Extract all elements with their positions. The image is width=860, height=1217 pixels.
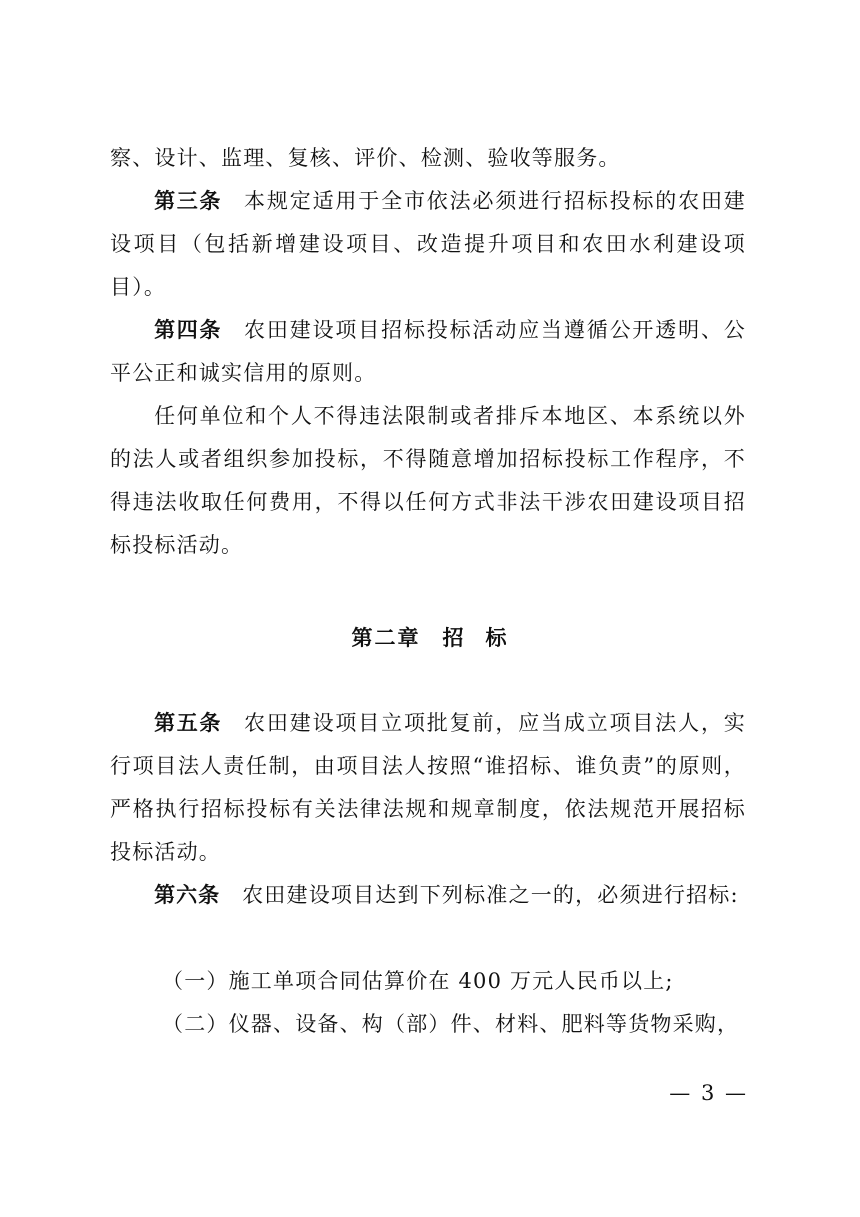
article-4-label: 第四条 <box>154 318 223 342</box>
continuation-paragraph: 察、设计、监理、复核、评价、检测、验收等服务。 <box>110 146 621 170</box>
list-item: （二）仪器、设备、构（部）件、材料、肥料等货物采购， <box>162 1012 740 1036</box>
article-5-paragraph <box>110 702 746 874</box>
article-6-label: 第六条 <box>154 883 221 907</box>
article-3-text: 本规定适用于全市依法必须进行招标投标的农田建设项目（包括新增建设项目、改造提升项目和农田水利建设项目）。 <box>110 189 746 299</box>
chapter-heading <box>0 623 860 653</box>
article-6-text: 农田建设项目达到下列标准之一的，必须进行招标: <box>242 883 739 907</box>
article-4-paragraph-2: 任何单位和个人不得违法限制或者排斥本地区、本系统以外的法人或者组织参加投标，不得随意增加招标投标工作程序，不得违法收取任何费用，不得以任何方式非法干涉农田建设项目招标投标活动。 <box>110 404 746 557</box>
article-6-paragraph <box>110 874 746 917</box>
page-number: — 3 — <box>669 1081 748 1105</box>
article-5-label: 第五条 <box>154 711 223 735</box>
article-3-paragraph <box>110 180 746 309</box>
chapter-title-char-2: 标 <box>485 626 509 650</box>
article-4-text: 农田建设项目招标投标活动应当遵循公开透明、公平公正和诚实信用的原则。 <box>110 318 746 385</box>
list-item: （一）施工单项合同估算价在 400 万元人民币以上; <box>162 969 674 993</box>
article-4-paragraph <box>110 309 746 395</box>
chapter-number: 第二章 <box>351 626 421 650</box>
article-5-text: 农田建设项目立项批复前，应当成立项目法人，实行项目法人责任制，由项目法人按照“谁招标、谁负责”的原则，严格执行招标投标有关法律法规和规章制度，依法规范开展招标投标活动。 <box>110 711 746 864</box>
chapter-title-char-1: 招 <box>442 626 466 650</box>
article-3-label: 第三条 <box>154 189 223 213</box>
